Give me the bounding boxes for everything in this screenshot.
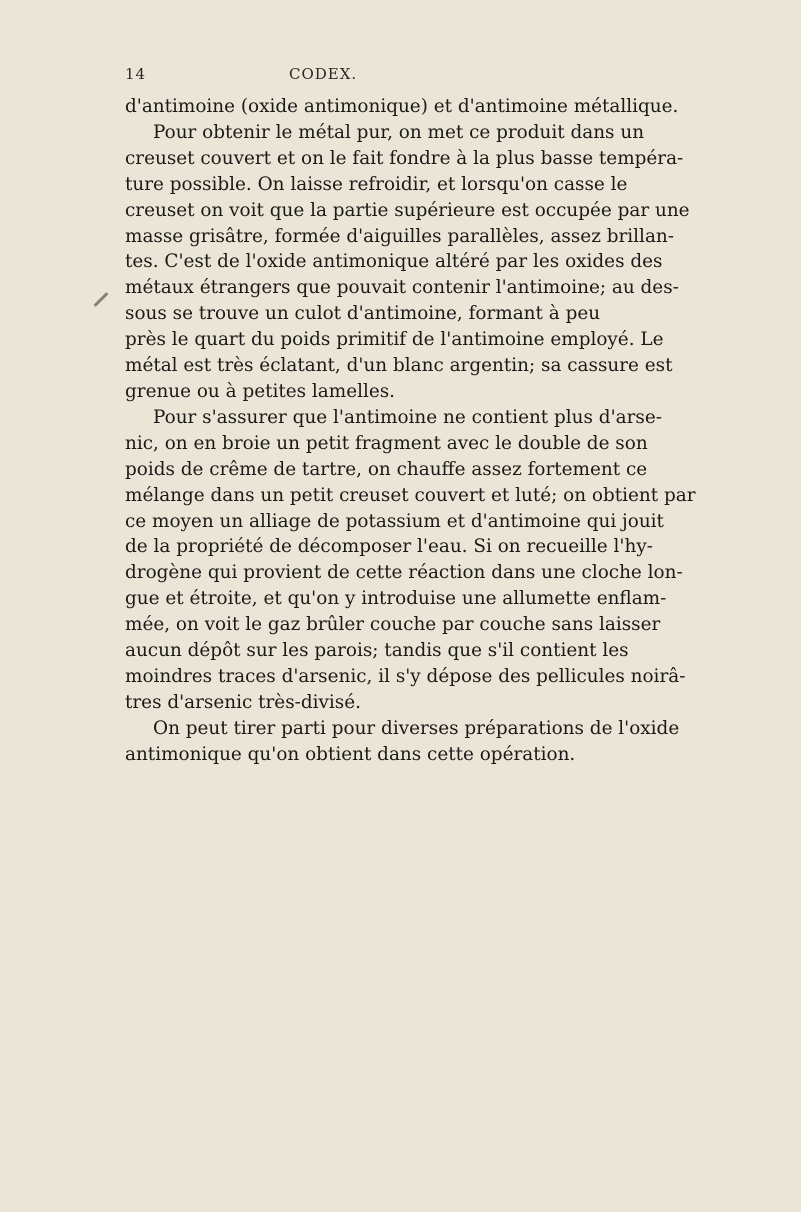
text-line: mélange dans un petit creuset couvert et luté; on obtient par xyxy=(125,484,696,506)
text-line: métal est très éclatant, d'un blanc argentin; sa cassure est xyxy=(125,355,673,377)
text-line: près le quart du poids primitif de l'antimoine employé. Le xyxy=(125,329,664,351)
paragraph-1 xyxy=(125,94,760,405)
text-line: moindres traces d'arsenic, il s'y dépose des pellicules noirâ- xyxy=(125,665,686,687)
text-line: nic, on en broie un petit fragment avec le double de son xyxy=(125,432,648,454)
text-line: de la propriété de décomposer l'eau. Si on recueille l'hy- xyxy=(125,536,653,558)
text-line: ture possible. On laisse refroidir, et lorsqu'on casse le xyxy=(125,173,628,195)
text-line: poids de crême de tartre, on chauffe assez fortement ce xyxy=(125,458,648,480)
text-line: tes. C'est de l'oxide antimonique altéré par les oxides des xyxy=(125,251,663,273)
text-line: creuset on voit que la partie supérieure est occupée par une xyxy=(125,199,690,221)
text-line: On peut tirer parti pour diverses préparations de l'oxide xyxy=(153,717,680,739)
text-line: sous se trouve un culot d'antimoine, formant à peu xyxy=(125,303,601,325)
text-line: drogène qui provient de cette réaction dans une cloche lon- xyxy=(125,562,683,584)
text-line: grenue ou à petites lamelles. xyxy=(125,380,396,402)
text-line: tres d'arsenic très-divisé. xyxy=(125,691,361,713)
page-number: 14 xyxy=(125,65,147,83)
running-title: CODEX. xyxy=(289,65,358,83)
body-text xyxy=(125,94,760,768)
text-line: mée, on voit le gaz brûler couche par couche sans laisser xyxy=(125,614,661,636)
text-line: masse grisâtre, formée d'aiguilles parallèles, assez brillan- xyxy=(125,225,674,247)
paragraph-2 xyxy=(125,405,760,716)
text-line: métaux étrangers que pouvait contenir l'antimoine; au des- xyxy=(125,277,679,299)
text-line: Pour s'assurer que l'antimoine ne contient plus d'arse- xyxy=(153,406,662,428)
text-line: ce moyen un alliage de potassium et d'antimoine qui jouit xyxy=(125,510,664,532)
text-line: Pour obtenir le métal pur, on met ce produit dans un xyxy=(153,121,645,143)
text-line: gue et étroite, et qu'on y introduise une allumette enflam- xyxy=(125,588,667,610)
text-line: antimonique qu'on obtient dans cette opération. xyxy=(125,743,576,765)
text-line: d'antimoine (oxide antimonique) et d'antimoine métallique. xyxy=(125,96,679,117)
margin-mark xyxy=(94,292,109,307)
text-line: aucun dépôt sur les parois; tandis que s'il contient les xyxy=(125,640,629,662)
text-line: creuset couvert et on le fait fondre à la plus basse tempéra- xyxy=(125,147,684,169)
paragraph-3 xyxy=(125,716,760,768)
